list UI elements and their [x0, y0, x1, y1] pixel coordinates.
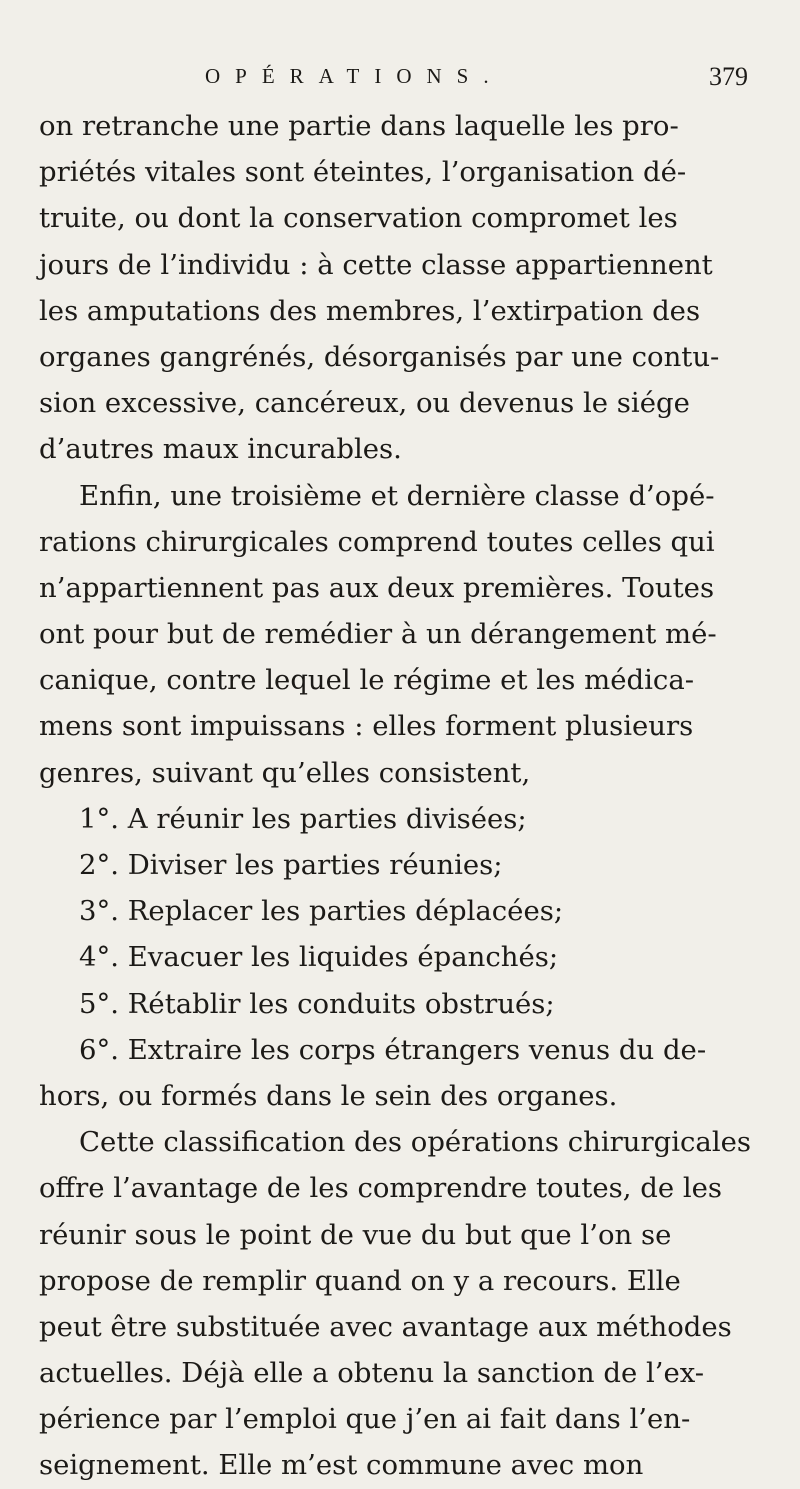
body-text: [39, 103, 765, 1489]
paragraph-start-line: Cette classification des opérations chirurgicales: [79, 1126, 752, 1159]
list-item: 2°. Diviser les parties réunies;: [79, 849, 503, 881]
list-item: 4°. Evacuer les liquides épanchés;: [79, 941, 559, 974]
list-item: 5°. Rétablir les conduits obstrués;: [79, 987, 555, 1020]
text-line: offre l’avantage de les comprendre toutes, de les: [39, 1172, 723, 1205]
text-line: ont pour but de remédier à un dérangement mé-: [39, 618, 717, 651]
text-line: les amputations des membres, l’extirpation des: [39, 294, 701, 327]
text-line: actuelles. Déjà elle a obtenu la sanction de l’ex-: [39, 1357, 705, 1390]
text-line: canique, contre lequel le régime et les médica-: [39, 664, 695, 697]
text-line: truite, ou dont la conservation compromet les: [39, 202, 678, 235]
list-item: 6°. Extraire les corps étrangers venus du de-: [79, 1033, 707, 1066]
text-line: d’autres maux incurables.: [39, 433, 402, 466]
text-line: on retranche une partie dans laquelle les pro-: [39, 110, 679, 142]
text-line: seignement. Elle m’est commune avec mon: [39, 1449, 644, 1482]
text-line: hors, ou formés dans le sein des organes.: [39, 1079, 618, 1112]
text-line: réunir sous le point de vue du but que l’on se: [39, 1218, 672, 1251]
text-line: genres, suivant qu’elles consistent,: [39, 756, 531, 789]
text-line: rations chirurgicales comprend toutes celles qui: [39, 525, 715, 558]
paragraph-start-line: Enfin, une troisième et dernière classe d’opé-: [79, 479, 715, 512]
list-item: 3°. Replacer les parties déplacées;: [79, 895, 564, 928]
text-line: propose de remplir quand on y a recours. Elle: [39, 1264, 681, 1297]
text-line: sion excessive, cancéreux, ou devenus le siége: [39, 387, 690, 420]
text-line: organes gangrénés, désorganisés par une contu-: [39, 340, 720, 373]
running-title: OPÉRATIONS.: [205, 64, 504, 88]
text-line: peut être substituée avec avantage aux méthodes: [39, 1310, 732, 1343]
page-number: 379: [709, 62, 748, 91]
text-line: périence par l’emploi que j’en ai fait dans l’en-: [39, 1403, 691, 1436]
page-header: [0, 52, 800, 92]
text-line: jours de l’individu : à cette classe appartiennent: [39, 248, 713, 281]
list-item: 1°. A réunir les parties divisées;: [79, 802, 527, 835]
text-line: n’appartiennent pas aux deux premières. Toutes: [39, 571, 715, 604]
text-line: mens sont impuissans : elles forment plusieurs: [39, 710, 694, 743]
text-line: priétés vitales sont éteintes, l’organisation dé-: [39, 156, 687, 189]
